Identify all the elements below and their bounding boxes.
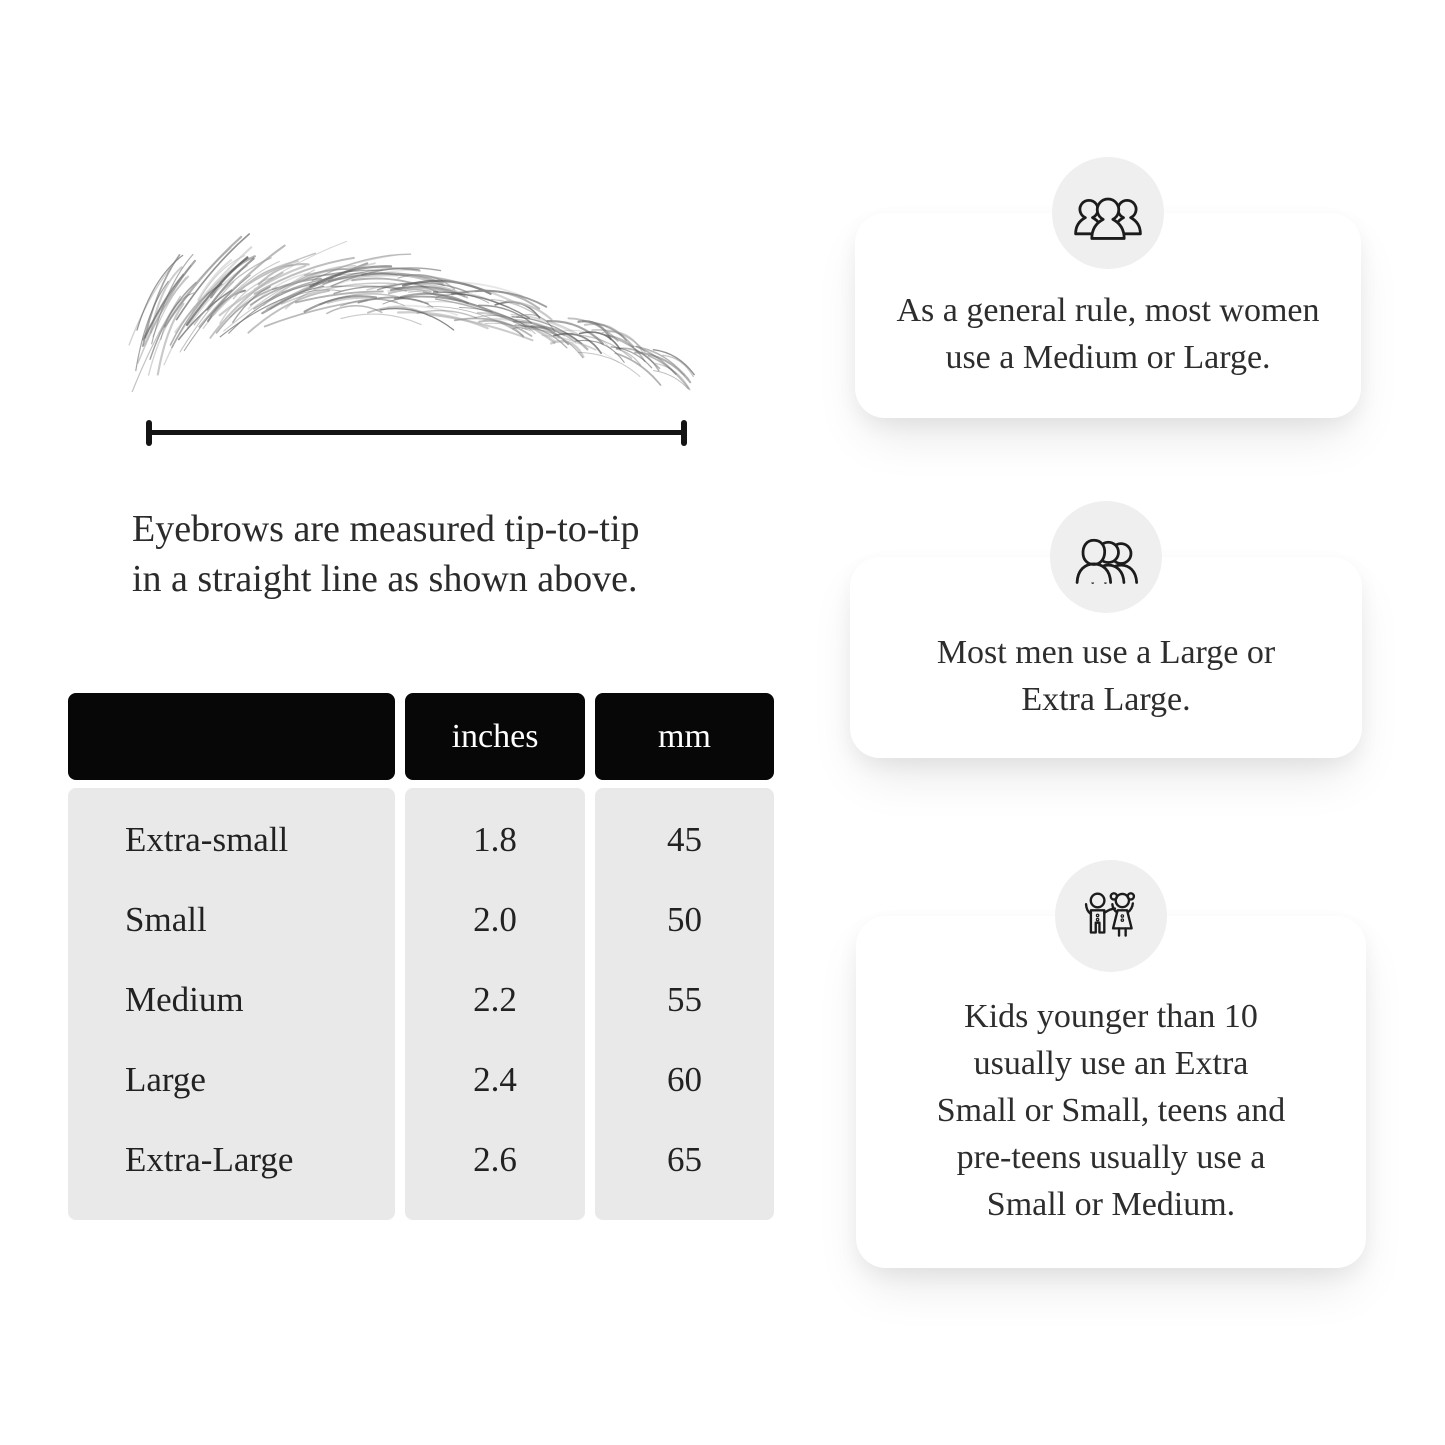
kids-icon xyxy=(1055,860,1167,972)
mm-value-cell: 65 xyxy=(667,1140,702,1179)
card-line: use a Medium or Large. xyxy=(945,338,1271,376)
card-line: As a general rule, most women xyxy=(896,291,1320,329)
header-cell-inches: inches xyxy=(405,693,585,780)
card-text-men xyxy=(937,629,1275,723)
size-label-column xyxy=(68,788,395,1220)
inches-value-cell: 2.2 xyxy=(473,980,517,1019)
size-label-cell: Extra-Large xyxy=(125,1140,294,1179)
size-label-cell: Extra-small xyxy=(125,820,289,859)
inches-value-cell: 1.8 xyxy=(473,820,517,859)
size-table-body xyxy=(68,788,774,1220)
card-text-kids xyxy=(937,993,1285,1228)
mm-value-cell: 50 xyxy=(667,900,702,939)
card-line: Small or Small, teens and xyxy=(936,1091,1286,1129)
info-card-men xyxy=(850,557,1362,758)
inches-value-cell: 2.6 xyxy=(473,1140,517,1179)
inches-column xyxy=(405,788,585,1220)
card-line: pre-teens usually use a xyxy=(956,1138,1266,1176)
mm-column xyxy=(595,788,774,1220)
women-group-icon xyxy=(1052,157,1164,269)
measure-end-right xyxy=(681,420,687,446)
card-line: Kids younger than 10 xyxy=(964,997,1258,1035)
card-line: Most men use a Large or xyxy=(936,633,1276,671)
card-line: Small or Medium. xyxy=(986,1185,1236,1223)
measurement-caption xyxy=(132,504,640,604)
size-table-header xyxy=(68,693,774,780)
caption-line-1: Eyebrows are measured tip-to-tip xyxy=(132,508,640,550)
measure-bar xyxy=(148,430,685,435)
card-line: Extra Large. xyxy=(1021,680,1191,718)
tip-to-tip-measure-line xyxy=(146,420,687,446)
inches-value-cell: 2.0 xyxy=(473,900,517,939)
size-label-cell: Large xyxy=(125,1060,206,1099)
card-line: usually use an Extra xyxy=(973,1044,1249,1082)
info-card-kids xyxy=(856,916,1366,1268)
eyebrow-illustration xyxy=(116,232,701,392)
mm-value-cell: 45 xyxy=(667,820,702,859)
card-text-women xyxy=(897,287,1320,381)
size-label-cell: Medium xyxy=(125,980,244,1019)
header-cell-mm: mm xyxy=(595,693,774,780)
header-cell-blank xyxy=(68,693,395,780)
size-label-cell: Small xyxy=(125,900,207,939)
mm-value-cell: 60 xyxy=(667,1060,702,1099)
info-card-women xyxy=(855,213,1361,418)
mm-value-cell: 55 xyxy=(667,980,702,1019)
men-group-icon xyxy=(1050,501,1162,613)
caption-line-2: in a straight line as shown above. xyxy=(132,558,638,600)
inches-value-cell: 2.4 xyxy=(473,1060,517,1099)
